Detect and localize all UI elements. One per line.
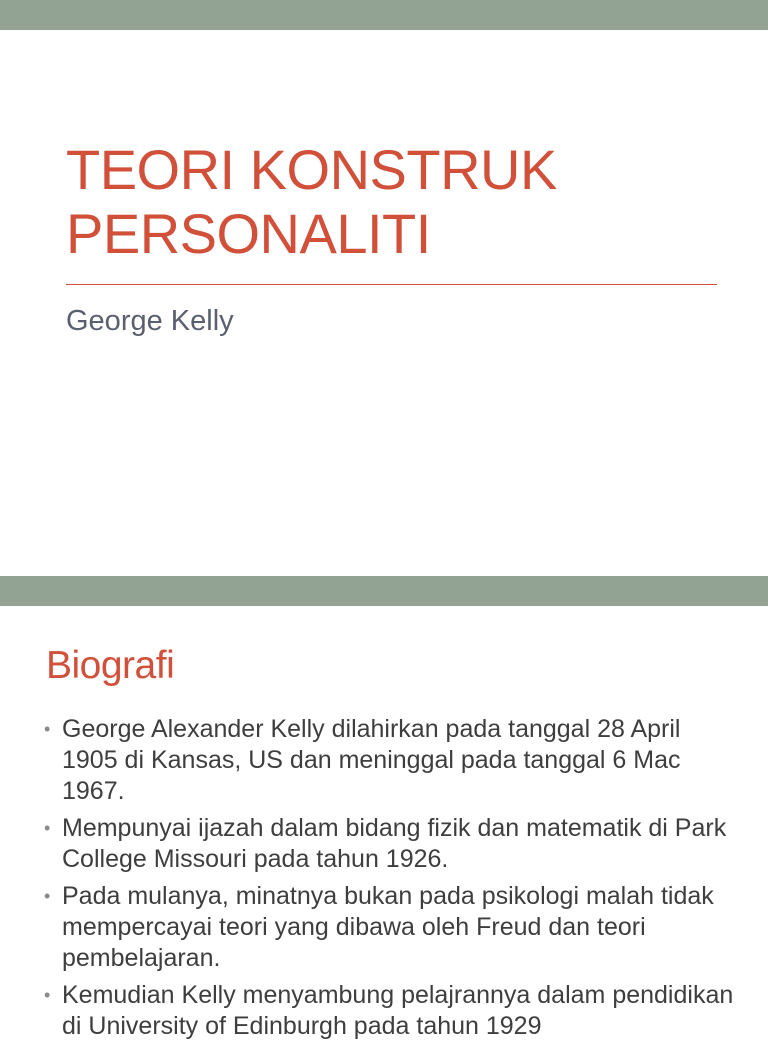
slide-divider-band: [0, 576, 768, 606]
title-underline: [66, 284, 717, 285]
bullet-item: [44, 714, 734, 807]
biografi-slide: [0, 606, 768, 1040]
bullet-text: Kemudian Kelly menyambung pelajrannya dalam pendidikan di University of Edinburgh pada tahun 1929: [62, 981, 734, 1040]
bullet-text: George Alexander Kelly dilahirkan pada tanggal 28 April 1905 di Kansas, US dan meninggal pada tanggal 6 Mac 1967.: [62, 715, 681, 805]
bullet-text: Pada mulanya, minatnya bukan pada psikologi malah tidak mempercayai teori yang dibawa oleh Freud dan teori pembelajaran.: [62, 882, 714, 972]
top-divider-band: [0, 0, 768, 30]
bullet-marker: •: [44, 886, 51, 906]
bullet-list: [44, 714, 734, 1048]
bullet-item: [44, 813, 734, 875]
slide-subtitle: George Kelly: [66, 305, 234, 337]
bullet-item: [44, 881, 734, 974]
slide-heading: Biografi: [46, 644, 175, 687]
bullet-marker: •: [44, 985, 51, 1005]
bullet-text: Mempunyai ijazah dalam bidang fizik dan matematik di Park College Missouri pada tahun 1926.: [62, 814, 727, 873]
bullet-marker: •: [44, 818, 51, 838]
bullet-marker: •: [44, 719, 51, 739]
title-slide: [0, 30, 768, 576]
bullet-item: [44, 980, 734, 1042]
slide-title: TEORI KONSTRUK PERSONALITI: [66, 138, 557, 265]
